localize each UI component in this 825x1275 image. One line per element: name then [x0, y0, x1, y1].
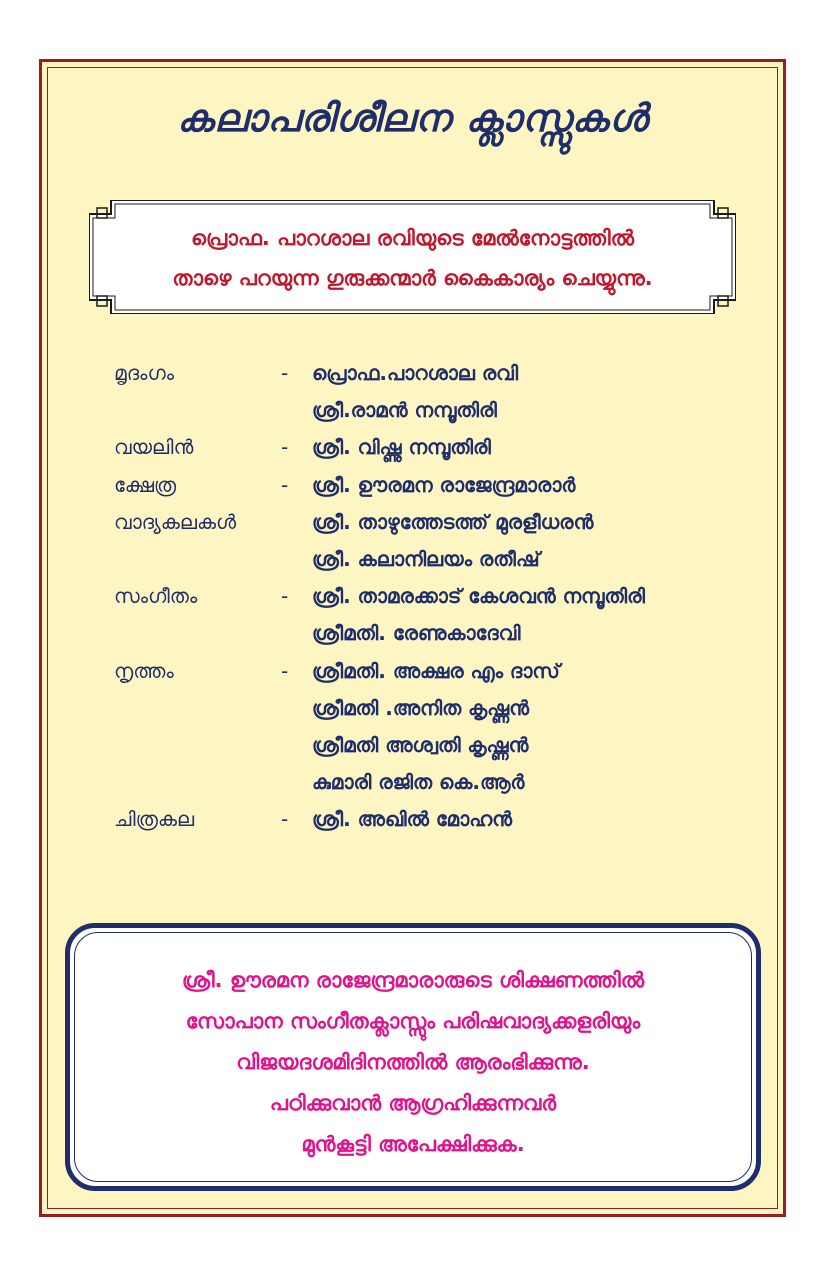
roster-teacher-name: ശ്രീ. വിഷ്ണു നമ്പൂതിരി	[312, 435, 491, 460]
roster-row	[114, 541, 754, 578]
roster-teacher-name: ശ്രീ. ഊരമന രാജേന്ദ്രമാരാർ	[312, 472, 576, 497]
roster-dash: -	[281, 472, 289, 497]
roster-dash: -	[281, 361, 289, 385]
roster-row	[114, 727, 754, 764]
roster-row	[114, 429, 754, 466]
roster-teacher-name: കുമാരി രജിത കെ.ആർ	[312, 770, 525, 795]
roster-teacher-name: ശ്രീമതി .അനിത കൃഷ്ണൻ	[312, 695, 530, 720]
roster-row	[114, 504, 754, 541]
roster-subject: മൃദംഗം	[114, 361, 175, 385]
roster-row	[114, 653, 754, 690]
roster-teacher-name: ശ്രീ. താഴുത്തേടത്ത് മുരളീധരൻ	[312, 509, 594, 534]
roster-dash: -	[281, 435, 289, 460]
roster-row	[114, 578, 754, 615]
roster-teacher-name: ശ്രീ. അഖിൽ മോഹൻ	[312, 807, 513, 832]
notice-text	[70, 960, 756, 1165]
teacher-roster	[114, 355, 754, 838]
roster-row	[114, 467, 754, 504]
roster-teacher-name: പ്രൊഫ.പാറശാല രവി	[312, 361, 519, 385]
admission-notice-box	[65, 923, 761, 1191]
roster-row	[114, 615, 754, 652]
notice-line-4: പഠിക്കുവാൻ ആഗ്രഹിക്കുന്നവർ	[269, 1091, 557, 1115]
roster-dash: -	[281, 658, 289, 683]
notice-line-2: സോപാന സംഗീതക്ലാസ്സും പരിഷവാദ്യക്കളരിയും	[185, 1009, 641, 1033]
roster-row	[114, 764, 754, 801]
notice-line-1: ശ്രീ. ഊരമന രാജേന്ദ്രമാരാരുടെ ശിക്ഷണത്തിൽ	[181, 968, 645, 992]
roster-dash: -	[281, 584, 289, 609]
roster-row	[114, 801, 754, 838]
roster-dash: -	[281, 807, 289, 832]
roster-row	[114, 690, 754, 727]
banner-line-1: പ്രൊഫ. പാറശാല രവിയുടെ മേൽനോട്ടത്തിൽ	[191, 226, 634, 250]
roster-teacher-name: ശ്രീമതി അശ്വതി കൃഷ്ണൻ	[312, 732, 529, 757]
roster-subject: നൃത്തം	[114, 658, 174, 683]
roster-teacher-name: ശ്രീ. താമരക്കാട് കേശവൻ നമ്പൂതിരി	[312, 584, 645, 609]
notice-line-3: വിജയദശമിദിനത്തിൽ ആരംഭിക്കുന്നു.	[236, 1050, 590, 1074]
roster-subject: വാദ്യകലകൾ	[114, 509, 237, 534]
supervision-banner	[89, 200, 736, 314]
banner-line-2: താഴെ പറയുന്ന ഗുരുക്കന്മാർ കൈകാര്യം ചെയ്യുന്നു.	[172, 266, 653, 290]
roster-subject: വയലിൻ	[114, 435, 194, 460]
roster-teacher-name: ശ്രീമതി. അക്ഷര എം ദാസ്	[312, 658, 560, 683]
roster-teacher-name: ശ്രീ.രാമൻ നമ്പൂതിരി	[312, 398, 497, 423]
page-title: കലാപരിശീലന ക്ലാസ്സുകൾ	[176, 96, 649, 140]
roster-row	[114, 355, 754, 392]
roster-subject: ക്ഷേത്ര	[114, 472, 177, 497]
roster-row	[114, 392, 754, 429]
banner-text	[89, 218, 736, 298]
notice-line-5: മുൻകൂട്ടി അപേക്ഷിക്കുക.	[301, 1132, 525, 1156]
roster-teacher-name: ശ്രീമതി. രേണുകാദേവി	[312, 621, 521, 646]
roster-subject: സംഗീതം	[114, 584, 198, 609]
roster-subject: ചിത്രകല	[114, 807, 195, 832]
roster-teacher-name: ശ്രീ. കലാനിലയം രതീഷ്	[312, 546, 540, 571]
